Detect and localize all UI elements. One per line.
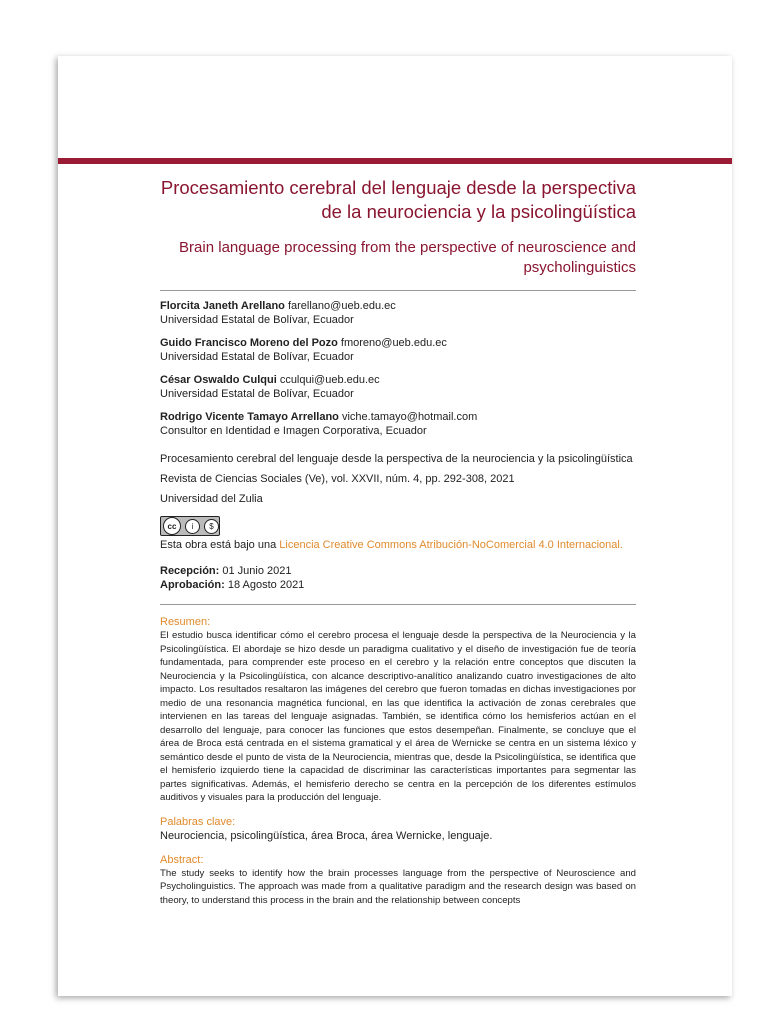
author-affiliation: Universidad Estatal de Bolívar, Ecuador <box>160 314 354 326</box>
license-text <box>160 538 636 552</box>
keywords-heading: Palabras clave: <box>160 815 236 828</box>
author-name: Florcita Janeth Arellano <box>160 300 285 312</box>
creative-commons-badge[interactable] <box>160 516 220 536</box>
nc-icon: $ <box>204 519 219 534</box>
article-subtitle: Brain language processing from the perspective of neuroscience and psycholinguistics <box>179 239 636 276</box>
received-label: Recepción: <box>160 565 220 577</box>
author-entry <box>160 336 636 364</box>
by-icon: i <box>185 519 200 534</box>
license-link[interactable]: Licencia Creative Commons Atribución-NoComercial 4.0 Internacional. <box>279 539 623 551</box>
author-entry <box>160 410 636 438</box>
document-page <box>58 56 732 996</box>
divider <box>160 290 636 291</box>
license-prefix: Esta obra está bajo una <box>160 539 277 551</box>
article-front-matter <box>160 176 636 907</box>
header-bar <box>58 158 732 164</box>
cc-icon: cc <box>163 517 181 535</box>
abstract-text: The study seeks to identify how the brain processes language from the perspective of Neuroscience and Psycholinguistics. The approach was made from a qualitative paradigm and the research design was based on theory, to understand this process in the brain and the relationship between concepts <box>160 867 636 906</box>
resumen-text: El estudio busca identificar cómo el cerebro procesa el lenguaje desde la perspectiva de la Neurociencia y la Psicolingüística. El abordaje se hizo desde un paradigma cualitativo y el diseño de investigación fue de teoría fundamentada, para comprender este proceso en el cerebro y la relación entre conceptos que discuten la Neurociencia y la Psicolingüística, con alcance descriptivo-analítico analizando cuatro investigaciones de alto impacto. Los resultados resaltaron las imágenes del cerebro que fueron tomadas en dichas investigaciones por medio de una resonancia magnética funcional, en las que identifica la activación de zonas cerebrales que intervienen en las tareas del lenguaje asignadas. También, se identifica cómo los hemisferios actúan en el desarrollo del lenguaje, para conocer las funciones que estos desempeñan. Finalmente, se concluye que el área de Broca está centrada en el sistema gramatical y el área de Wernicke se centra en un sistema léxico y semántico desde el punto de vista de la Neurociencia, mientras que, desde la Psicolingüística, se identifica que el hemisferio izquierdo tiene la capacidad de discriminar las características importantes para segmentar las partes significativas. Además, el hemisferio derecho se centra en la percepción de los diferentes estímulos auditivos y visuales para la producción del lenguaje. <box>160 630 636 803</box>
author-email[interactable]: farellano@ueb.edu.ec <box>287 300 396 312</box>
article-title: Procesamiento cerebral del lenguaje desde la perspectiva de la neurociencia y la psicolingüística <box>160 177 636 222</box>
author-email[interactable]: viche.tamayo@hotmail.com <box>341 411 478 423</box>
abstract-heading: Abstract: <box>160 853 204 866</box>
dates-block <box>160 564 636 592</box>
citation-journal: Revista de Ciencias Sociales (Ve), vol. XXVII, núm. 4, pp. 292-308, 2021 <box>160 473 515 485</box>
author-name: Rodrigo Vicente Tamayo Arrellano <box>160 411 339 423</box>
approved-date: 18 Agosto 2021 <box>227 579 305 591</box>
author-affiliation: Universidad Estatal de Bolívar, Ecuador <box>160 351 354 363</box>
author-list <box>160 299 636 438</box>
received-date: 01 Junio 2021 <box>222 565 292 577</box>
divider <box>160 604 636 605</box>
keywords-text: Neurociencia, psicolingüística, área Broca, área Wernicke, lenguaje. <box>160 829 493 842</box>
approved-label: Aprobación: <box>160 579 225 591</box>
citation-publisher: Universidad del Zulia <box>160 493 263 505</box>
author-name: Guido Francisco Moreno del Pozo <box>160 337 338 349</box>
author-name: César Oswaldo Culqui <box>160 374 277 386</box>
citation-article: Procesamiento cerebral del lenguaje desde la perspectiva de la neurociencia y la psicolingüística <box>160 453 633 465</box>
author-entry <box>160 373 636 401</box>
author-affiliation: Universidad Estatal de Bolívar, Ecuador <box>160 388 354 400</box>
author-affiliation: Consultor en Identidad e Imagen Corporativa, Ecuador <box>160 425 427 437</box>
author-email[interactable]: fmoreno@ueb.edu.ec <box>340 337 447 349</box>
resumen-heading: Resumen: <box>160 616 211 628</box>
author-entry <box>160 299 636 327</box>
author-email[interactable]: cculqui@ueb.edu.ec <box>279 374 380 386</box>
citation-block <box>160 452 636 506</box>
